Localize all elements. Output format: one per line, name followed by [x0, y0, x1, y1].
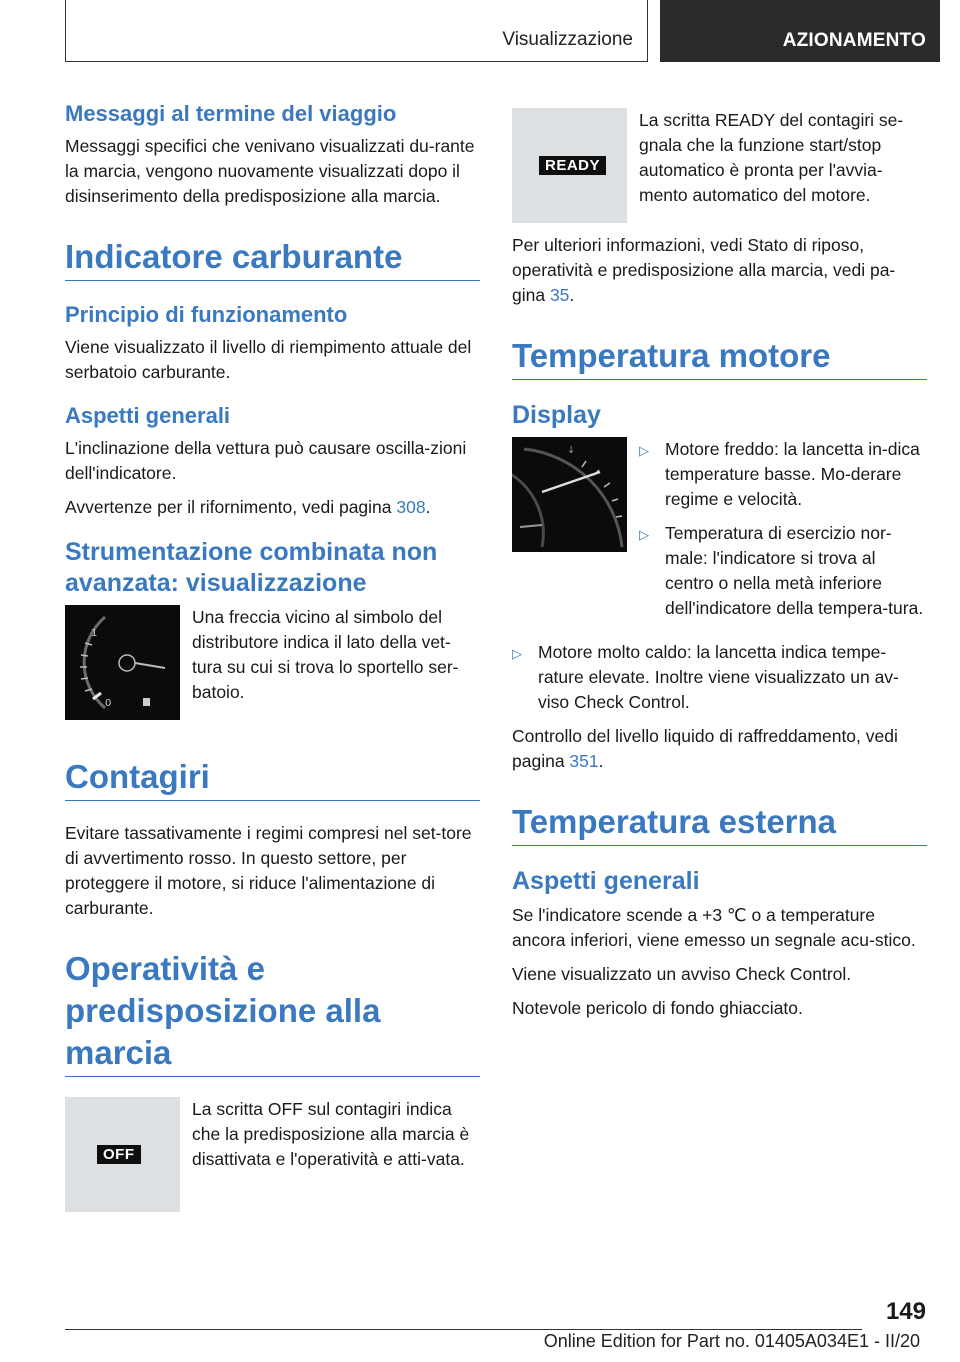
page-link-308[interactable]: 308	[396, 497, 426, 517]
fuel-gauge-mark-one: 1	[91, 628, 98, 639]
triangle-bullet-icon: ▷	[512, 646, 522, 661]
header-chapter-tab	[660, 0, 940, 62]
aspetti-generali-2-heading: Aspetti generali	[512, 867, 700, 895]
off-indicator-image	[65, 1097, 180, 1212]
display-heading: Display	[512, 401, 601, 429]
aspetti-heading: Aspetti generali	[65, 403, 231, 428]
messaggi-heading: Messaggi al termine del viaggio	[65, 101, 397, 126]
page-link-351[interactable]: 351	[569, 751, 599, 771]
bullet-motore-freddo: ▷ Motore freddo: la lancetta in-dica temperature basse. Mo-derare regime e velocità.	[639, 437, 927, 512]
bullet-temperatura-normale: ▷ Temperatura di esercizio nor-male: l'indicatore si trova al centro o nella metà inferiore dell'indicatore della tempera-tura.	[639, 521, 927, 621]
off-paragraph: La scritta OFF sul contagiri indica che la predisposizione alla marcia è disattivata e l'operatività e atti-vata.	[192, 1099, 470, 1169]
temperatura-esterna-heading: Temperatura esterna	[512, 801, 927, 846]
aspetti2-paragraph-3: Notevole pericolo di fondo ghiacciato.	[512, 998, 803, 1018]
temperatura-motore-heading: Temperatura motore	[512, 335, 927, 380]
ready-figure-row	[512, 108, 927, 223]
footer-divider	[65, 1329, 862, 1330]
aspetti-paragraph-1: L'inclinazione della vettura può causare oscilla-zioni dell'indicatore.	[65, 438, 467, 483]
strumentazione-paragraph: Una freccia vicino al simbolo del distributore indica il lato della vet-tura su cui si trova lo sportello ser-batoio.	[192, 607, 459, 702]
ready-badge: READY	[539, 156, 606, 175]
fuel-gauge-image	[65, 605, 180, 720]
aspetti2-paragraph-1: Se l'indicatore scende a +3 ℃ o a temperature ancora inferiori, viene emesso un segnale acu-stico.	[512, 905, 916, 950]
right-column	[512, 108, 927, 1030]
ready-paragraph: La scritta READY del contagiri se-gnala che la funzione start/stop automatico è pronta per l'avvia-mento automatico del motore.	[639, 110, 904, 205]
svg-text:↓: ↓	[567, 445, 576, 456]
triangle-bullet-icon: ▷	[639, 527, 649, 542]
indicatore-carburante-heading: Indicatore carburante	[65, 236, 480, 281]
off-badge: OFF	[97, 1145, 141, 1164]
fuel-gauge-mark-zero: 0	[105, 698, 112, 709]
ready-indicator-image	[512, 108, 627, 223]
left-column	[65, 100, 480, 1222]
strumentazione-heading: Strumentazione combinata non avanzata: visualizzazione	[65, 538, 438, 597]
bullet-motore-caldo: ▷ Motore molto caldo: la lancetta indica tempe-rature elevate. Inoltre viene visualizzato un av-viso Check Control.	[512, 640, 927, 715]
header-section-box	[65, 0, 648, 62]
controllo-paragraph: Controllo del livello liquido di raffreddamento, vedi pagina 351.	[512, 726, 898, 771]
contagiri-heading: Contagiri	[65, 756, 480, 801]
footer-edition: Online Edition for Part no. 01405A034E1 - II/20	[543, 1331, 920, 1351]
fuel-gauge-icon	[65, 605, 180, 720]
page-link-35[interactable]: 35	[549, 285, 570, 305]
temp-gauge-image	[512, 437, 627, 552]
temperature-gauge-icon	[512, 437, 627, 552]
operativita-heading: Operatività e predisposizione alla marcia	[65, 948, 480, 1077]
aspetti2-paragraph-2: Viene visualizzato un avviso Check Control.	[512, 964, 852, 984]
aspetti-paragraph-2: Avvertenze per il rifornimento, vedi pagina 308.	[65, 497, 431, 517]
ulteriori-paragraph: Per ulteriori informazioni, vedi Stato di riposo, operatività e predisposizione alla marcia, vedi pa-gina 35.	[512, 235, 896, 305]
principio-paragraph: Viene visualizzato il livello di riempimento attuale del serbatoio carburante.	[65, 337, 472, 382]
triangle-bullet-icon: ▷	[639, 443, 649, 458]
messaggi-paragraph: Messaggi specifici che venivano visualizzati du-rante la marcia, vengono nuovamente visualizzati dopo il disinserimento della predisposizione alla marcia.	[65, 136, 475, 206]
page-number: 149	[885, 1298, 926, 1325]
header-chapter-title: AZIONAMENTO	[782, 30, 926, 51]
temp-gauge-figure-row	[512, 437, 927, 630]
contagiri-paragraph: Evitare tassativamente i regimi compresi nel set-tore di avvertimento rosso. In questo settore, per proteggere il motore, si riduce l'alimentazione di carburante.	[65, 823, 472, 918]
header-section-title: Visualizzazione	[502, 29, 633, 50]
off-figure-row	[65, 1097, 480, 1212]
principio-heading: Principio di funzionamento	[65, 302, 348, 327]
fuel-gauge-figure-row	[65, 605, 480, 720]
